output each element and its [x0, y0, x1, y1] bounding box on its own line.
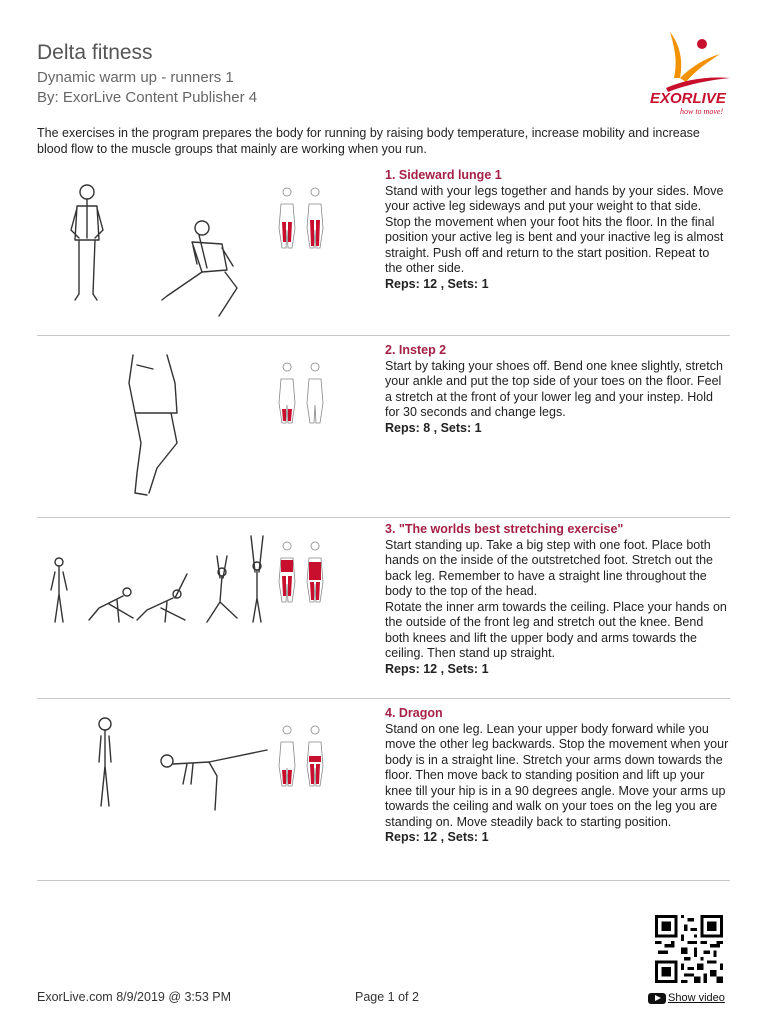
- figure-dragon: [161, 750, 267, 810]
- qr-code[interactable]: [655, 915, 723, 983]
- muscle-map: [279, 188, 323, 248]
- exercise-description: Stand on one leg. Lean your upper body forward while you move the other leg backwards. Stop the movement when your body is in a straight line. Stretch your arms down towards the floor. Then move back to standing position and lift up your knee till your hip is in a 90 degrees angle. Move your arms up towards the ceiling and walk on your toes on the leg you are standing on. Move steadily back to starting position.: [385, 721, 729, 829]
- logo-wordmark: EXORLIVE: [650, 90, 726, 107]
- show-video-label: Show video: [668, 992, 725, 1004]
- exercise-illustration: [37, 706, 377, 880]
- figure-lunge: [162, 221, 237, 316]
- exercise-description-continued: Rotate the inner arm towards the ceiling. Place your hands on the outside of the front leg and stretch out the knee. Bend both knees and lift the upper body and arms towards the ceiling. Then stand up straight.: [385, 599, 727, 660]
- figure-sequence: [51, 536, 263, 622]
- muscle-map: [279, 542, 323, 602]
- exercise-row: [37, 343, 730, 518]
- exercise-name: 3. "The worlds best stretching exercise": [385, 522, 624, 536]
- exercise-row: [37, 168, 730, 336]
- muscle-map: [279, 363, 323, 423]
- exercise-row: [37, 522, 730, 699]
- logo-tagline: how to move!: [680, 107, 724, 116]
- exercise-reps: Reps: 12 , Sets: 1: [385, 661, 489, 676]
- program-subtitle: Dynamic warm up - runners 1: [37, 69, 234, 86]
- footer-timestamp: ExorLive.com 8/9/2019 @ 3:53 PM: [37, 990, 232, 1004]
- exercise-name: 2. Instep 2: [385, 343, 447, 357]
- figure-instep-stretch: [129, 355, 177, 495]
- exercise-text: [385, 706, 730, 846]
- figure-standing: [71, 185, 103, 300]
- exercise-name: 4. Dragon: [385, 706, 443, 720]
- exercise-name: 1. Sideward lunge 1: [385, 168, 502, 182]
- muscle-map: [279, 726, 323, 786]
- exercise-row: [37, 706, 730, 881]
- exercise-reps: Reps: 12 , Sets: 1: [385, 830, 489, 844]
- exercise-reps: Reps: 12 , Sets: 1: [385, 276, 489, 291]
- page-title: Delta fitness: [37, 41, 153, 64]
- exercise-text: [385, 522, 730, 677]
- document-header: [37, 40, 257, 108]
- play-icon: [648, 993, 666, 1004]
- exercise-illustration: [37, 522, 377, 698]
- exercise-text: [385, 168, 730, 292]
- figure-standing: [99, 718, 111, 806]
- exercise-text: [385, 343, 730, 436]
- exercise-reps: Reps: 8 , Sets: 1: [385, 420, 482, 435]
- exercise-description: Start standing up. Take a big step with one foot. Place both hands on the inside of the outstretched foot. Stretch out the back leg. Remember to have a straight line throughout the body to the top of the head.: [385, 537, 713, 598]
- program-intro: The exercises in the program prepares the body for running by raising body temperature, increase mobility and increase blood flow to the muscle groups that mainly are working when you run.: [37, 126, 700, 156]
- exercise-description: Start by taking your shoes off. Bend one knee slightly, stretch your ankle and put the top side of your toes on the floor. Feel a stretch at the front of your lower leg and your instep. Hold for 30 seconds and change legs.: [385, 358, 723, 419]
- exercise-illustration: [37, 168, 377, 335]
- exercise-illustration: [37, 343, 377, 517]
- exorlive-logo: [640, 28, 735, 123]
- page-number: Page 1 of 2: [355, 990, 419, 1004]
- show-video-link[interactable]: [648, 992, 725, 1004]
- author-line: By: ExorLive Content Publisher 4: [37, 89, 258, 106]
- exercise-description: Stand with your legs together and hands by your sides. Move your active leg sideways and put your weight to that side. Stop the movement when your foot hits the floor. In the final position your active leg is bent and your inactive leg is almost straight. Push off and return to the start position. Repeat to the other side.: [385, 183, 724, 275]
